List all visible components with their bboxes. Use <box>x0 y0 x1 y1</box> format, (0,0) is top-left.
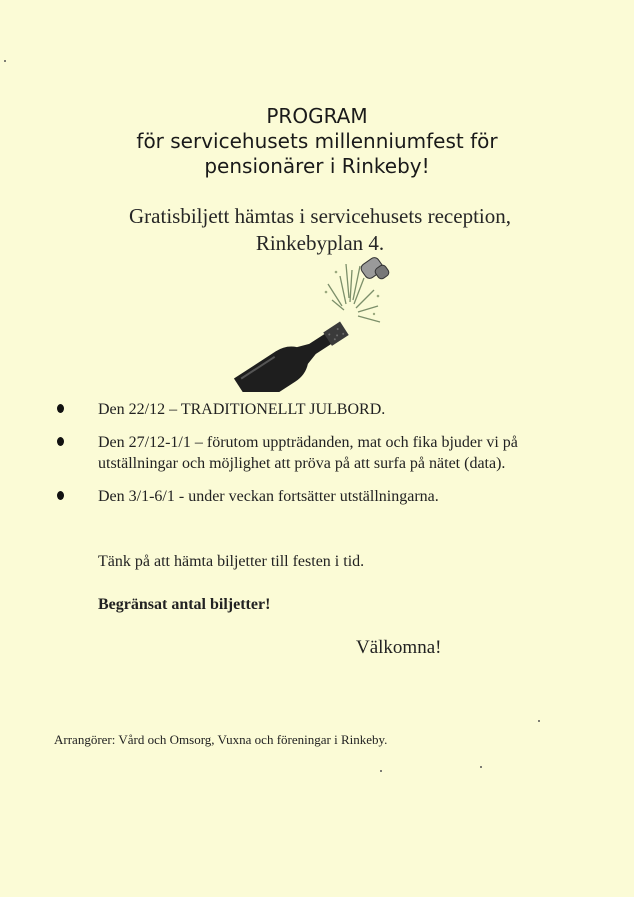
paper-speck <box>480 766 482 768</box>
organizers-text: Arrangörer: Vård och Omsorg, Vuxna och föreningar i Rinkeby. <box>54 732 388 747</box>
program-title <box>0 104 634 179</box>
title-line-2: för servicehusets millenniumfest för <box>136 129 498 153</box>
reminder-text: Tänk på att hämta biljetter till festen i tid. <box>98 553 365 570</box>
event-list <box>54 399 524 519</box>
event-text: Den 27/12-1/1 – förutom uppträdanden, mat och fika bjuder vi på utställningar och möjlighet att pröva på att surfa på nätet (data). <box>98 434 518 472</box>
list-item <box>54 432 524 474</box>
paper-speck <box>538 720 540 722</box>
bullet-icon <box>57 491 64 500</box>
bottle-body <box>234 313 354 392</box>
ticket-line-2: Rinkebyplan 4. <box>255 231 385 255</box>
paper-speck <box>380 770 382 772</box>
limited-tickets-notice: Begränsat antal biljetter! <box>98 596 271 613</box>
champagne-bottle-icon <box>228 256 398 392</box>
title-line-3: pensionärer i Rinkeby! <box>204 154 430 178</box>
event-text: Den 22/12 – TRADITIONELLT JULBORD. <box>98 401 386 418</box>
ticket-info <box>60 203 580 257</box>
event-text: Den 3/1-6/1 - under veckan fortsätter utställningarna. <box>98 488 439 505</box>
welcome-text: Välkomna! <box>356 637 442 658</box>
bullet-icon <box>57 437 64 446</box>
title-line-1: PROGRAM <box>266 104 368 128</box>
ticket-line-1: Gratisbiljett hämtas i servicehusets reception, <box>129 204 511 228</box>
list-item <box>54 486 524 507</box>
cork-icon <box>359 256 390 280</box>
bullet-icon <box>57 404 64 413</box>
list-item <box>54 399 524 420</box>
paper-speck <box>4 60 6 62</box>
